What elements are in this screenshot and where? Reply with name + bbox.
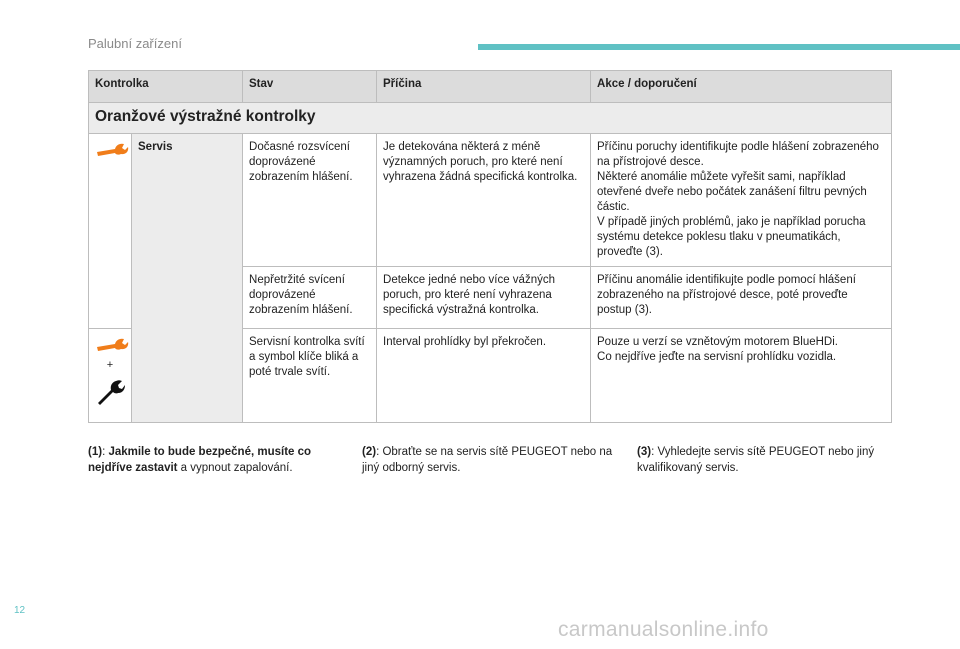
footnote-1: (1): Jakmile to bude bezpečné, musíte co nejdříve zastavit a vypnout zapalování.	[88, 446, 312, 474]
row3-stav: Servisní kontrolka svítí a symbol klíče bliká a poté trvale svítí.	[243, 329, 377, 423]
footnote-3-number: (3)	[637, 446, 652, 458]
footnote-2-number: (2)	[362, 446, 377, 458]
column-header-pricina: Příčina	[377, 71, 591, 103]
footnote-1-text: a vypnout zapalování.	[177, 462, 293, 474]
column-header-akce: Akce / doporučení	[591, 71, 892, 103]
footnote-3-text: : Vyhledejte servis sítě PEUGEOT nebo jiný kvalifikovaný servis.	[637, 446, 875, 474]
footnote-3	[637, 444, 899, 476]
service-icon-cell	[89, 329, 132, 423]
row1-akce: Příčinu poruchy identifikujte podle hlášení zobrazeného na přístrojové desce. Některé anomálie můžete vyřešit sami, například otevřené dveře nebo počátek zanášení filtru pevných částic. V případě jiných problémů, jako je například porucha systému detekce poklesu tlaku v pneumatikách, proveďte (3).	[591, 134, 892, 267]
row1-stav: Dočasné rozsvícení doprovázené zobrazením hlášení.	[243, 134, 377, 267]
row3-akce: Pouze u verzí se vznětovým motorem BlueHDi. Co nejdříve jeďte na servisní prohlídku vozidla.	[591, 329, 892, 423]
section-title: Oranžové výstražné kontrolky	[89, 103, 892, 134]
row2-pricina: Detekce jedné nebo více vážných poruch, pro které není vyhrazena specifická výstražná kontrolka.	[377, 267, 591, 329]
warning-lights-table	[88, 70, 892, 423]
footnote-2-text: : Obraťte se na servis sítě PEUGEOT nebo na jiný odborný servis.	[362, 446, 613, 474]
watermark: carmanualsonline.info	[558, 618, 769, 641]
wrench-icon	[95, 335, 131, 355]
plus-sign: +	[106, 359, 114, 371]
header-accent-bar	[478, 44, 960, 50]
row1-pricina: Je detekována některá z méně významných poruch, pro které není vyhrazena žádná specifická kontrolka.	[377, 134, 591, 267]
section-row	[89, 103, 892, 134]
footnote-1-bold: Jakmile to bude bezpečné, musíte co nejdříve zastavit	[88, 446, 312, 474]
page-section-title: Palubní zařízení	[88, 36, 182, 51]
column-header-kontrolka: Kontrolka	[89, 71, 243, 103]
wrench-icon	[95, 140, 131, 160]
page-number: 12	[14, 605, 26, 616]
table-header-row	[89, 71, 892, 103]
warning-icon-cell	[89, 134, 132, 329]
service-label: Servis	[132, 134, 243, 423]
spanner-icon	[95, 377, 125, 407]
footnote-2	[362, 444, 624, 476]
column-header-stav: Stav	[243, 71, 377, 103]
row2-stav: Nepřetržité svícení doprovázené zobrazením hlášení.	[243, 267, 377, 329]
footnote-1-number: (1)	[88, 446, 103, 458]
row3-pricina: Interval prohlídky byl překročen.	[377, 329, 591, 423]
table-row	[89, 134, 892, 267]
row2-akce: Příčinu anomálie identifikujte podle pomocí hlášení zobrazeného na přístrojové desce, poté proveďte postup (3).	[591, 267, 892, 329]
